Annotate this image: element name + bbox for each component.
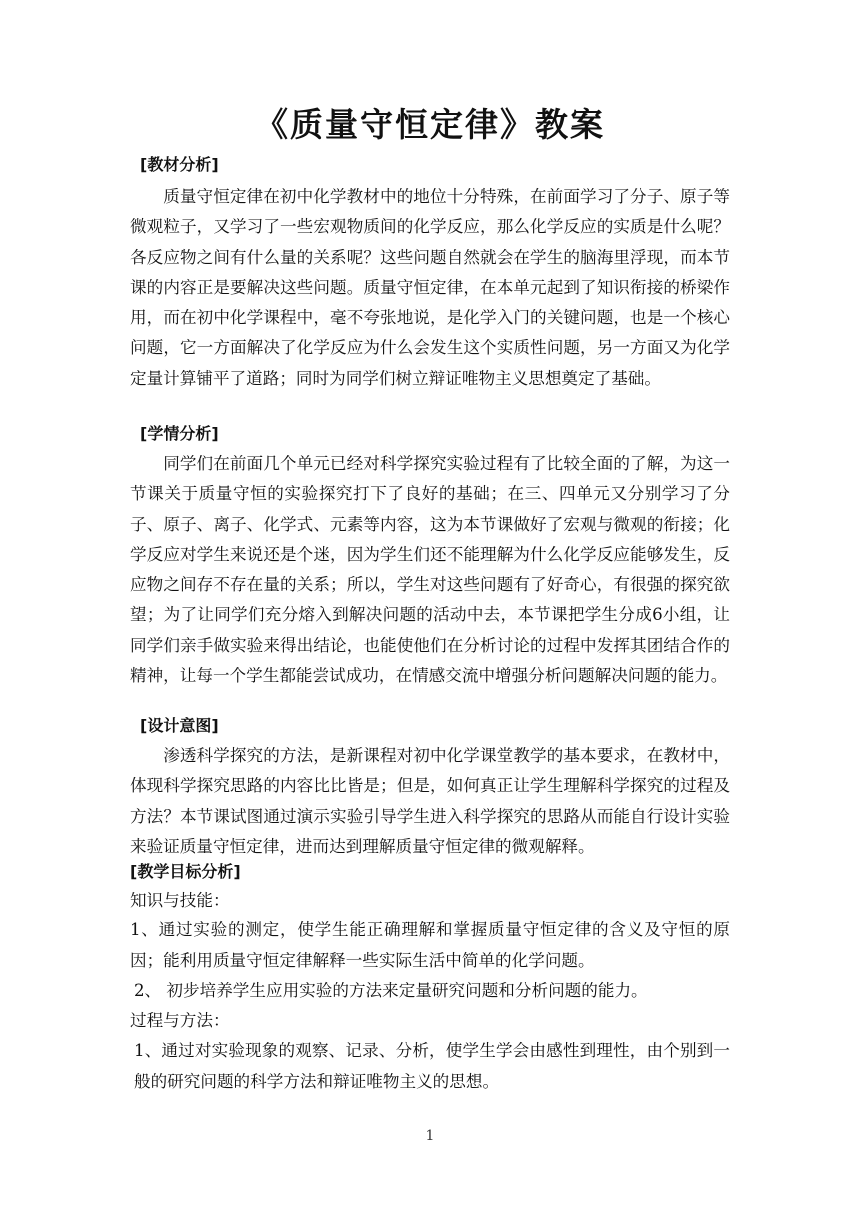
document-title: 《质量守恒定律》教案 [255,105,605,144]
paragraph-design-intent: 渗透科学探究的方法，是新课程对初中化学课堂教学的基本要求，在教材中，体现科学探究思路的内容比比皆是；但是，如何真正让学生理解科学探究的过程及方法？本节课试图通过演示实验引导学生进入科学探究的思路从而能自行设计实验来验证质量守恒定律，进而达到理解质量守恒定律的微观解释。 [130,746,730,856]
goal-item-1: 1、通过实验的测定，使学生能正确理解和掌握质量守恒定律的含义及守恒的原因；能利用质量守恒定律解释一些实际生活中简单的化学问题。 [130,920,730,970]
page-number: 1 [425,1128,435,1144]
goal-item-2: 2、 初步培养学生应用实验的方法来定量研究问题和分析问题的能力。 [134,981,648,1000]
heading-design-intent: [设计意图] [140,716,219,735]
heading-material-analysis: [教材分析] [140,155,219,174]
heading-student-analysis: [学情分析] [140,424,219,443]
paragraph-material-analysis: 质量守恒定律在初中化学教材中的地位十分特殊，在前面学习了分子、原子等微观粒子，又学习了一些宏观物质间的化学反应，那么化学反应的实质是什么呢？各反应物之间有什么量的关系呢？这些问题自然就会在学生的脑海里浮现，而本节课的内容正是要解决这些问题。质量守恒定律，在本单元起到了知识衔接的桥梁作用，而在初中化学课程中，毫不夸张地说，是化学入门的关键问题，也是一个核心问题，它一方面解决了化学反应为什么会发生这个实质性问题，另一方面又为化学定量计算铺平了道路；同时为同学们树立辩证唯物主义思想奠定了基础。 [130,187,730,388]
label-process-methods: 过程与方法： [130,1011,230,1030]
label-knowledge-skills: 知识与技能： [130,891,230,910]
paragraph-student-analysis: 同学们在前面几个单元已经对科学探究实验过程有了比较全面的了解，为这一节课关于质量守恒的实验探究打下了良好的基础；在三、四单元又分别学习了分子、原子、离子、化学式、元素等内容，这为本节课做好了宏观与微观的衔接；化学反应对学生来说还是个迷，因为学生们还不能理解为什么化学反应能够发生，反应物之间存不存在量的关系；所以，学生对这些问题有了好奇心，有很强的探究欲望；为了让同学们充分熔入到解决问题的活动中去，本节课把学生分成6小组，让同学们亲手做实验来得出结论，也能使他们在分析讨论的过程中发挥其团结合作的精神，让每一个学生都能尝试成功，在情感交流中增强分析问题解决问题的能力。 [130,454,730,686]
heading-teaching-goals: [教学目标分析] [130,862,241,881]
process-item-1: 1、通过对实验现象的观察、记录、分析，使学生学会由感性到理性，由个别到一般的研究问题的科学方法和辩证唯物主义的思想。 [134,1041,730,1091]
